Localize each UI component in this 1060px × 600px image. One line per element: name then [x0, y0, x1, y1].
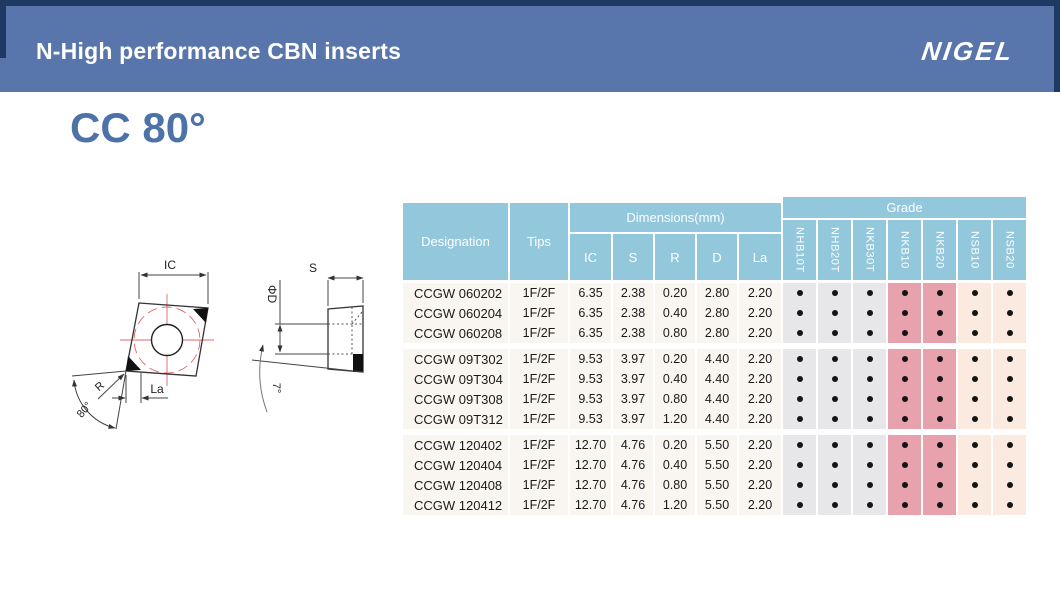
header-bar: [0, 0, 1060, 92]
grade-cell: [888, 303, 921, 323]
angle-ray-1: [72, 371, 126, 376]
grade-dot-icon: [1007, 310, 1013, 316]
grade-cell: [958, 323, 991, 343]
grade-dot-icon: [937, 330, 943, 336]
grade-cell: [958, 389, 991, 409]
table-row: [403, 475, 1026, 495]
grade-dot-icon: [937, 290, 943, 296]
designation-cell: CCGW 09T302: [403, 349, 508, 369]
table-row: [403, 409, 1026, 429]
grade-dot-icon: [797, 396, 803, 402]
grade-dot-icon: [1007, 290, 1013, 296]
dimension-cell: 0.80: [655, 323, 695, 343]
grade-dot-icon: [832, 396, 838, 402]
grade-cell: [923, 369, 956, 389]
grade-cell: [993, 475, 1026, 495]
dimension-cell: 0.40: [655, 369, 695, 389]
dimension-cell: 12.70: [570, 435, 611, 455]
hidden-line-diagonal: [352, 312, 362, 324]
designation-cell: CCGW 120404: [403, 455, 508, 475]
table-row: [403, 323, 1026, 343]
ic-label: IC: [164, 258, 176, 272]
grade-dot-icon: [832, 290, 838, 296]
col-header-grade-nhb20t: NHB20T: [818, 220, 851, 280]
grade-cell: [853, 323, 886, 343]
dimension-cell: 6.35: [570, 323, 611, 343]
grade-dot-icon: [867, 330, 873, 336]
dimension-cell: 0.40: [655, 455, 695, 475]
grade-dot-icon: [797, 356, 803, 362]
tips-cell: 1F/2F: [510, 409, 568, 429]
insert-side-view-drawing: [235, 246, 385, 451]
grade-cell: [888, 475, 921, 495]
clearance-angle-label: 7°: [270, 382, 282, 394]
designation-cell: CCGW 060202: [403, 283, 508, 303]
col-header-la: La: [739, 234, 781, 280]
grade-dot-icon: [832, 376, 838, 382]
dimension-cell: 2.20: [739, 409, 781, 429]
grade-dot-icon: [1007, 376, 1013, 382]
col-header-grade: Grade: [783, 197, 1026, 218]
grade-cell: [958, 303, 991, 323]
grade-dot-icon: [797, 416, 803, 422]
dimension-cell: 9.53: [570, 369, 611, 389]
grade-dot-icon: [972, 310, 978, 316]
grade-dot-icon: [972, 442, 978, 448]
col-header-s: S: [613, 234, 653, 280]
grade-dot-icon: [797, 442, 803, 448]
grade-cell: [853, 303, 886, 323]
grade-cell: [783, 283, 816, 303]
dimension-cell: 2.20: [739, 475, 781, 495]
dimension-cell: 9.53: [570, 389, 611, 409]
grade-dot-icon: [937, 416, 943, 422]
grade-dot-icon: [832, 416, 838, 422]
designation-cell: CCGW 060204: [403, 303, 508, 323]
corner-angle-label: 80°: [74, 399, 95, 421]
tips-cell: 1F/2F: [510, 495, 568, 515]
grade-cell: [853, 349, 886, 369]
grade-cell: [853, 455, 886, 475]
grade-dot-icon: [972, 290, 978, 296]
grade-dot-icon: [832, 502, 838, 508]
grade-cell: [993, 303, 1026, 323]
dimension-cell: 4.76: [613, 475, 653, 495]
grade-cell: [923, 283, 956, 303]
grade-dot-icon: [902, 442, 908, 448]
dimension-cell: 0.80: [655, 389, 695, 409]
table-row-group: [403, 349, 1026, 429]
grade-dot-icon: [972, 396, 978, 402]
dimension-cell: 1.20: [655, 409, 695, 429]
table-row: [403, 283, 1026, 303]
grade-dot-icon: [867, 416, 873, 422]
la-label: La: [150, 382, 164, 396]
grade-dot-icon: [937, 376, 943, 382]
grade-cell: [958, 409, 991, 429]
grade-dot-icon: [797, 310, 803, 316]
dimension-cell: 2.20: [739, 349, 781, 369]
center-hole: [152, 325, 183, 356]
dimension-cell: 12.70: [570, 475, 611, 495]
grade-dot-icon: [867, 482, 873, 488]
grade-cell: [958, 495, 991, 515]
table-row: [403, 455, 1026, 475]
grade-cell: [888, 349, 921, 369]
dimension-cell: 5.50: [697, 495, 737, 515]
dimension-cell: 2.20: [739, 369, 781, 389]
grade-dot-icon: [797, 462, 803, 468]
grade-cell: [818, 495, 851, 515]
table-row-group: [403, 283, 1026, 343]
grade-cell: [888, 455, 921, 475]
grade-cell: [993, 349, 1026, 369]
grade-cell: [923, 303, 956, 323]
grade-cell: [818, 389, 851, 409]
grade-cell: [783, 409, 816, 429]
cbn-tip-side: [353, 354, 363, 372]
dimension-cell: 3.97: [613, 409, 653, 429]
spec-table-body: [403, 283, 1026, 515]
grade-cell: [783, 495, 816, 515]
grade-cell: [958, 455, 991, 475]
grade-cell: [818, 475, 851, 495]
grade-cell: [818, 409, 851, 429]
grade-dot-icon: [867, 442, 873, 448]
grade-cell: [993, 283, 1026, 303]
dimension-cell: 12.70: [570, 455, 611, 475]
dimension-cell: 4.76: [613, 435, 653, 455]
grade-dot-icon: [902, 330, 908, 336]
grade-cell: [993, 435, 1026, 455]
grade-cell: [888, 409, 921, 429]
grade-dot-icon: [832, 442, 838, 448]
grade-cell: [818, 435, 851, 455]
dimension-cell: 1.20: [655, 495, 695, 515]
table-row: [403, 349, 1026, 369]
grade-dot-icon: [937, 502, 943, 508]
dimension-cell: 0.20: [655, 349, 695, 369]
grade-dot-icon: [902, 502, 908, 508]
grade-cell: [818, 455, 851, 475]
grade-cell: [783, 323, 816, 343]
spec-table-header: [403, 197, 1026, 280]
grade-dot-icon: [797, 330, 803, 336]
grade-dot-icon: [972, 376, 978, 382]
grade-cell: [958, 283, 991, 303]
col-header-tips: Tips: [510, 203, 568, 280]
grade-dot-icon: [972, 416, 978, 422]
grade-dot-icon: [902, 290, 908, 296]
section-title: CC 80°: [70, 104, 206, 151]
header-right-accent: [1054, 0, 1060, 92]
col-header-grade-nkb20: NKB20: [923, 220, 956, 280]
dimension-cell: 5.50: [697, 435, 737, 455]
grade-dot-icon: [1007, 416, 1013, 422]
grade-dot-icon: [867, 462, 873, 468]
col-header-grade-nkb10: NKB10: [888, 220, 921, 280]
dimension-cell: 2.20: [739, 283, 781, 303]
grade-cell: [783, 369, 816, 389]
tips-cell: 1F/2F: [510, 475, 568, 495]
dimension-cell: 9.53: [570, 349, 611, 369]
grade-dot-icon: [937, 310, 943, 316]
brand-logo: [920, 0, 1017, 97]
grade-dot-icon: [902, 416, 908, 422]
dimension-cell: 2.80: [697, 303, 737, 323]
col-header-dimensions: Dimensions(mm): [570, 203, 781, 232]
dimension-cell: 5.50: [697, 475, 737, 495]
dimension-cell: 4.40: [697, 409, 737, 429]
dimension-cell: 12.70: [570, 495, 611, 515]
designation-cell: CCGW 09T304: [403, 369, 508, 389]
grade-dot-icon: [902, 310, 908, 316]
tips-cell: 1F/2F: [510, 323, 568, 343]
grade-cell: [888, 389, 921, 409]
grade-dot-icon: [902, 482, 908, 488]
grade-dot-icon: [1007, 330, 1013, 336]
grade-dot-icon: [972, 356, 978, 362]
brand-logo-text: NIGEL: [920, 35, 1017, 66]
tips-cell: 1F/2F: [510, 283, 568, 303]
table-row: [403, 435, 1026, 455]
grade-dot-icon: [1007, 356, 1013, 362]
grade-dot-icon: [1007, 462, 1013, 468]
grade-cell: [888, 323, 921, 343]
dimension-cell: 6.35: [570, 303, 611, 323]
grade-cell: [853, 475, 886, 495]
clearance-reference-line: [252, 360, 363, 372]
grade-cell: [923, 435, 956, 455]
grade-dot-icon: [832, 356, 838, 362]
dimension-cell: 0.80: [655, 475, 695, 495]
dimension-cell: 2.80: [697, 323, 737, 343]
col-header-designation: Designation: [403, 203, 508, 280]
col-header-grade-nsb20: NSB20: [993, 220, 1026, 280]
grade-dot-icon: [902, 356, 908, 362]
grade-cell: [958, 369, 991, 389]
dimension-cell: 9.53: [570, 409, 611, 429]
dimension-cell: 2.38: [613, 303, 653, 323]
designation-cell: CCGW 120408: [403, 475, 508, 495]
designation-cell: CCGW 120402: [403, 435, 508, 455]
designation-cell: CCGW 09T312: [403, 409, 508, 429]
grade-cell: [888, 435, 921, 455]
grade-cell: [783, 475, 816, 495]
grade-cell: [853, 495, 886, 515]
grade-dot-icon: [1007, 396, 1013, 402]
grade-cell: [993, 369, 1026, 389]
grade-cell: [783, 349, 816, 369]
grade-dot-icon: [867, 376, 873, 382]
grade-dot-icon: [1007, 482, 1013, 488]
tips-cell: 1F/2F: [510, 455, 568, 475]
grade-dot-icon: [832, 482, 838, 488]
grade-cell: [818, 349, 851, 369]
grade-dot-icon: [832, 310, 838, 316]
grade-cell: [923, 409, 956, 429]
grade-cell: [923, 349, 956, 369]
grade-dot-icon: [1007, 502, 1013, 508]
dimension-cell: 2.20: [739, 435, 781, 455]
grade-dot-icon: [797, 290, 803, 296]
dimension-cell: 5.50: [697, 455, 737, 475]
grade-cell: [923, 475, 956, 495]
designation-cell: CCGW 09T308: [403, 389, 508, 409]
grade-dot-icon: [1007, 442, 1013, 448]
grade-dot-icon: [937, 442, 943, 448]
grade-dot-icon: [902, 376, 908, 382]
grade-dot-icon: [937, 396, 943, 402]
grade-cell: [853, 369, 886, 389]
grade-dot-icon: [832, 462, 838, 468]
r-label: R: [93, 379, 107, 394]
grade-cell: [818, 283, 851, 303]
clearance-arc: [260, 345, 267, 412]
grade-dot-icon: [972, 462, 978, 468]
grade-cell: [783, 435, 816, 455]
grade-dot-icon: [867, 502, 873, 508]
grade-cell: [818, 303, 851, 323]
designation-cell: CCGW 120412: [403, 495, 508, 515]
dimension-cell: 2.20: [739, 303, 781, 323]
grade-cell: [993, 323, 1026, 343]
grade-cell: [783, 389, 816, 409]
s-label: S: [308, 261, 318, 275]
grade-dot-icon: [937, 482, 943, 488]
dimension-cell: 3.97: [613, 349, 653, 369]
table-row: [403, 495, 1026, 515]
tips-cell: 1F/2F: [510, 349, 568, 369]
tips-cell: 1F/2F: [510, 435, 568, 455]
grade-dot-icon: [832, 330, 838, 336]
col-header-grade-nhb10t: NHB10T: [783, 220, 816, 280]
grade-cell: [818, 323, 851, 343]
spec-table: [403, 197, 1026, 515]
grade-cell: [993, 409, 1026, 429]
grade-dot-icon: [867, 396, 873, 402]
tips-cell: 1F/2F: [510, 369, 568, 389]
grade-cell: [783, 303, 816, 323]
dimension-cell: 3.97: [613, 389, 653, 409]
dimension-cell: 2.20: [739, 323, 781, 343]
grade-cell: [923, 455, 956, 475]
grade-cell: [993, 389, 1026, 409]
grade-cell: [958, 349, 991, 369]
grade-cell: [923, 495, 956, 515]
dimension-cell: 4.40: [697, 349, 737, 369]
designation-cell: CCGW 060208: [403, 323, 508, 343]
dimension-cell: 0.20: [655, 435, 695, 455]
grade-dot-icon: [937, 356, 943, 362]
grade-cell: [923, 323, 956, 343]
table-row: [403, 303, 1026, 323]
dimension-cell: 4.40: [697, 369, 737, 389]
grade-cell: [993, 495, 1026, 515]
dimension-cell: 0.20: [655, 283, 695, 303]
tips-cell: 1F/2F: [510, 303, 568, 323]
col-header-grade-nsb10: NSB10: [958, 220, 991, 280]
grade-dot-icon: [797, 376, 803, 382]
grade-dot-icon: [902, 396, 908, 402]
d-label: ΦD: [265, 284, 279, 304]
dimension-cell: 6.35: [570, 283, 611, 303]
dimension-cell: 2.20: [739, 495, 781, 515]
table-row: [403, 389, 1026, 409]
grade-dot-icon: [867, 356, 873, 362]
grade-cell: [853, 435, 886, 455]
grade-cell: [818, 369, 851, 389]
grade-dot-icon: [797, 502, 803, 508]
grade-cell: [783, 455, 816, 475]
grade-dot-icon: [902, 462, 908, 468]
col-header-d: D: [697, 234, 737, 280]
grade-cell: [853, 409, 886, 429]
grade-cell: [958, 435, 991, 455]
grade-cell: [958, 475, 991, 495]
dimension-cell: 4.76: [613, 495, 653, 515]
table-row-group: [403, 435, 1026, 515]
grade-cell: [853, 283, 886, 303]
grade-dot-icon: [972, 330, 978, 336]
dimension-cell: 3.97: [613, 369, 653, 389]
grade-cell: [888, 495, 921, 515]
col-header-grade-nkb30t: NKB30T: [853, 220, 886, 280]
grade-dot-icon: [972, 502, 978, 508]
table-row: [403, 369, 1026, 389]
dimension-cell: 2.80: [697, 283, 737, 303]
grade-cell: [993, 455, 1026, 475]
col-header-ic: IC: [570, 234, 611, 280]
grade-cell: [853, 389, 886, 409]
grade-dot-icon: [937, 462, 943, 468]
tips-cell: 1F/2F: [510, 389, 568, 409]
dimension-cell: 2.38: [613, 323, 653, 343]
dimension-cell: 4.40: [697, 389, 737, 409]
dimension-cell: 4.76: [613, 455, 653, 475]
grade-cell: [923, 389, 956, 409]
grade-cell: [888, 283, 921, 303]
grade-dot-icon: [867, 310, 873, 316]
grade-dot-icon: [797, 482, 803, 488]
header-left-accent: [0, 0, 6, 58]
dimension-cell: 2.20: [739, 389, 781, 409]
grade-dot-icon: [972, 482, 978, 488]
grade-cell: [888, 369, 921, 389]
grade-dot-icon: [867, 290, 873, 296]
page-title: N-High performance CBN inserts: [36, 37, 402, 64]
dimension-cell: 2.38: [613, 283, 653, 303]
dimension-cell: 2.20: [739, 455, 781, 475]
dimension-cell: 0.40: [655, 303, 695, 323]
insert-front-view-drawing: [58, 246, 253, 451]
col-header-r: R: [655, 234, 695, 280]
